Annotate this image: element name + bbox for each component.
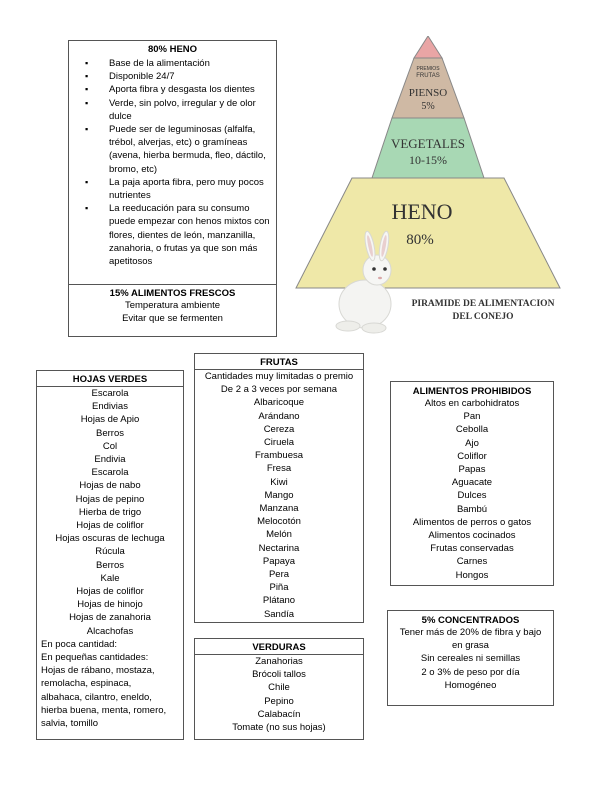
list-item: Calabacín	[257, 708, 301, 720]
list-item: Alcachofas	[86, 625, 134, 637]
list-item: Hojas de coliflor	[76, 586, 144, 598]
list-item: Hierba de trigo	[78, 506, 142, 518]
list-item: Ciruela	[263, 437, 295, 449]
list-item: Dulces	[457, 490, 487, 502]
note-line: Hojas de rábano, mostaza,	[41, 665, 155, 677]
list-item: Pera	[268, 569, 290, 581]
list-item: Rúcula	[95, 546, 125, 558]
list-item: Pepino	[264, 695, 294, 707]
list-item: Fresa	[266, 463, 292, 475]
list-item: Zanahorias	[255, 656, 303, 667]
list-item: Alimentos de perros o gatos	[412, 516, 532, 528]
pyramid-vegetales-2: 10-15%	[409, 153, 447, 167]
prohibidos-title: ALIMENTOS PROHIBIDOS	[412, 386, 532, 397]
list-item: Col	[102, 440, 118, 452]
heno-title: 80% HENO	[147, 44, 198, 55]
note-line: remolacha, espinaca,	[41, 678, 132, 690]
list-item: Papas	[458, 464, 486, 476]
pyramid-heno-1: HENO	[391, 199, 453, 224]
list-item: en grasa	[452, 640, 489, 652]
list-item: Pan	[463, 411, 481, 423]
list-item: Berros	[96, 427, 124, 439]
list-item: ▪ Base de la alimentación	[109, 57, 276, 70]
list-item: Mango	[264, 489, 294, 501]
pyramid-pienso-2: 5%	[421, 101, 435, 112]
list-item: Hongos	[455, 569, 489, 581]
section-divider	[69, 284, 276, 285]
list-item: Endivia	[94, 454, 126, 466]
list-item: Coliflor	[457, 450, 487, 462]
pyramid-caption-2: DEL CONEJO	[452, 312, 514, 322]
list-item: Tener más de 20% de fibra y bajo	[399, 627, 542, 638]
frutas-intro: Cantidades muy limitadas o premio	[204, 371, 354, 382]
pyramid-heno-2: 80%	[406, 232, 434, 248]
list-item: Hojas de pepino	[75, 493, 145, 505]
list-item: Chile	[268, 682, 290, 694]
frutas-title: FRUTAS	[195, 357, 363, 370]
list-item: Cereza	[263, 423, 295, 435]
note-line: albahaca, cilantro, eneldo,	[41, 691, 152, 703]
list-item: Hojas oscuras de lechuga	[55, 533, 165, 545]
pyramid-tier-premios	[414, 36, 442, 58]
pyramid-premios-1: PREMIOS	[416, 66, 440, 72]
hojas-verdes-box	[36, 370, 184, 740]
list-item: ▪ Puede ser de leguminosas (alfalfa, trébol, alverjas, etc) o gramíneas (avena, hierba bermuda, fleo, dáctilo, bromo, etc)	[109, 123, 276, 176]
list-item: Hojas de zanahoria	[69, 612, 151, 624]
list-item: Bambú	[456, 503, 488, 515]
list-item: Tomate (no sus hojas)	[232, 722, 326, 734]
prohibidos-box	[390, 381, 554, 586]
pyramid-vegetales-1: VEGETALES	[390, 136, 466, 151]
frutas-list	[195, 370, 363, 621]
concentrados-title: 5% CONCENTRADOS	[421, 615, 520, 626]
pyramid-caption-1: PIRAMIDE DE ALIMENTACION	[411, 299, 555, 309]
pyramid-pienso-1: PIENSO	[408, 87, 448, 99]
list-item: Escarola	[91, 388, 129, 399]
list-item: ▪ La paja aporta fibra, pero muy pocos nutrientes	[109, 176, 276, 202]
list-item: Aguacate	[451, 477, 493, 489]
list-item: Hojas de coliflor	[76, 520, 144, 532]
list-item: Escarola	[91, 467, 129, 479]
heno-list	[69, 57, 276, 268]
list-item: Sin cereales ni semillas	[420, 653, 521, 665]
list-item: Piña	[269, 582, 289, 594]
list-item: Homogéneo	[444, 679, 497, 691]
concentrados-box	[387, 610, 554, 706]
list-item: Melocotón	[257, 516, 301, 528]
list-item: Frambuesa	[254, 450, 304, 462]
list-item: Brócoli tallos	[252, 669, 306, 681]
prohibidos-list	[391, 397, 553, 582]
list-item: Hojas de nabo	[79, 480, 141, 492]
list-item: Berros	[96, 559, 124, 571]
list-item: Kale	[100, 572, 120, 584]
hojas-verdes-list	[37, 387, 183, 638]
list-item: Nectarina	[258, 542, 300, 554]
list-item: Altos en carbohidratos	[424, 398, 520, 409]
list-item: ▪ Aporta fibra y desgasta los dientes	[109, 83, 276, 96]
frescos-line: Temperatura ambiente	[124, 300, 221, 311]
heno-box	[68, 40, 277, 337]
pyramid-premios-2: FRUTAS	[416, 73, 440, 79]
list-item: Albaricoque	[253, 397, 305, 409]
list-item: Papaya	[262, 555, 296, 567]
list-item: Frutas conservadas	[430, 543, 514, 555]
food-pyramid	[290, 36, 580, 336]
list-item: ▪ Verde, sin polvo, irregular y de olor dulce	[109, 97, 276, 123]
list-item: Cebolla	[455, 424, 489, 436]
frescos-line: Evitar que se fermenten	[122, 313, 223, 325]
frutas-box	[194, 353, 364, 623]
list-item: Hojas de Apio	[80, 414, 140, 426]
list-item: Ajo	[465, 437, 479, 449]
note-line: salvia, tomillo	[41, 718, 99, 730]
concentrados-list	[388, 626, 553, 692]
frutas-intro: De 2 a 3 veces por semana	[220, 384, 338, 396]
note-line: En poca cantidad:	[41, 638, 118, 650]
list-item: 2 o 3% de peso por día	[421, 666, 520, 678]
list-item: Manzana	[259, 503, 299, 515]
list-item: Carnes	[456, 556, 488, 568]
list-item: ▪ Disponible 24/7	[109, 70, 276, 83]
list-item: Endivias	[92, 401, 128, 413]
list-item: Melón	[266, 529, 292, 541]
list-item: Plátano	[262, 595, 296, 607]
hojas-verdes-notes	[37, 638, 183, 730]
note-line: En pequeñas cantidades:	[41, 652, 149, 664]
frescos-title: 15% ALIMENTOS FRESCOS	[109, 288, 236, 299]
verduras-list	[195, 655, 363, 734]
list-item: Kiwi	[270, 476, 288, 488]
list-item: Hojas de hinojo	[77, 599, 143, 611]
list-item: Sandía	[263, 608, 295, 620]
list-item: Alimentos cocinados	[428, 530, 516, 542]
verduras-box	[194, 638, 364, 740]
list-item: ▪ La reeducación para su consumo puede empezar con henos mixtos con flores, dientes de león, manzanilla, zanahoria, o frutas ya que son más apetitosos	[109, 202, 276, 268]
verduras-title: VERDURAS	[195, 642, 363, 655]
hojas-verdes-title: HOJAS VERDES	[37, 374, 183, 387]
list-item: Arándano	[258, 410, 300, 422]
note-line: hierba buena, menta, romero,	[41, 704, 167, 716]
